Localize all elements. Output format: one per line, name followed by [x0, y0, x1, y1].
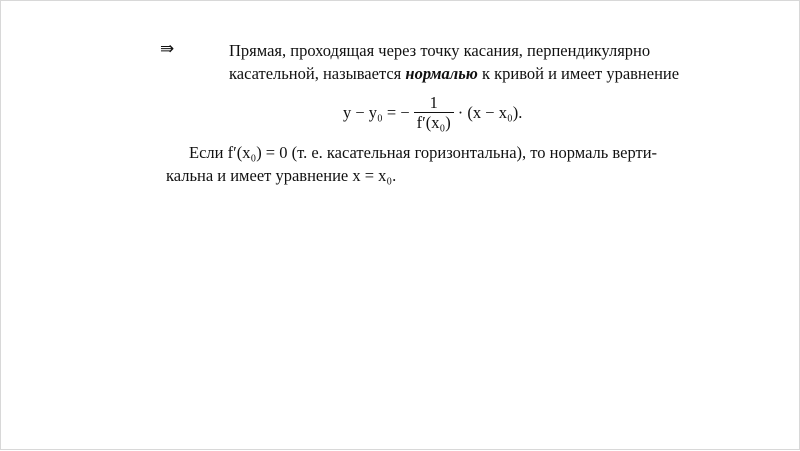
- normal-line-equation: [343, 91, 522, 135]
- definition-line-1: Прямая, проходящая через точку касания, перпендикулярно: [229, 41, 651, 60]
- definition-line-2-end: к кривой и имеет уравнение: [477, 64, 680, 83]
- remark-line-2: кальна и имеет уравнение x = x₀.: [166, 166, 397, 185]
- fraction-numerator: 1: [429, 93, 438, 112]
- implication-arrow-icon: ⇛: [160, 39, 175, 59]
- remark-line-1: Если f′(x₀) = 0 (т. е. касательная горизонтальна), то нормаль верти-: [189, 143, 658, 162]
- definition-line-2-start: касательной, называется: [229, 64, 406, 83]
- term-normal: нормалью: [405, 64, 478, 83]
- formula-lhs: y − y₀ = −: [343, 103, 410, 122]
- document-page: [1, 1, 800, 451]
- formula-fraction: [414, 93, 454, 133]
- definition-line-2: [229, 63, 679, 85]
- fraction-denominator: f′(x₀): [416, 113, 451, 132]
- formula-rhs: · (x − x₀).: [457, 103, 523, 122]
